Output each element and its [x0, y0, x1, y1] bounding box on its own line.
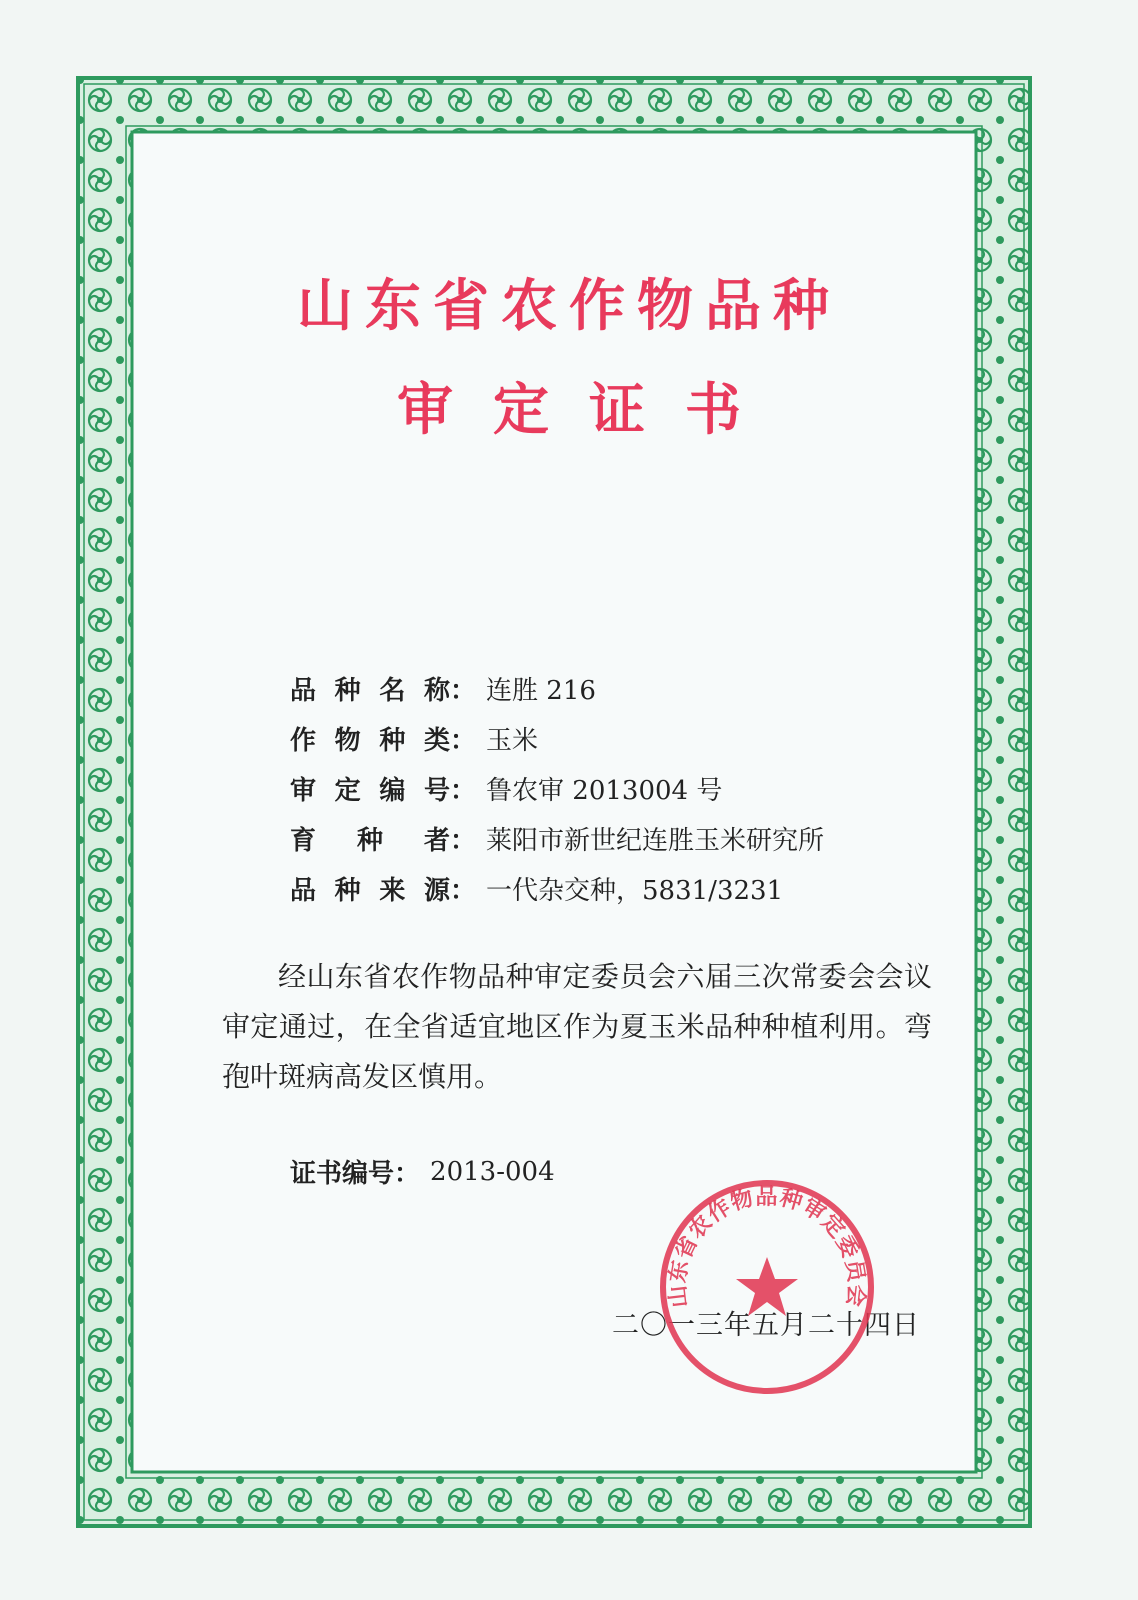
field-colon: ： — [450, 725, 477, 756]
certificate-title-line1: 山东省农作物品种 — [297, 274, 841, 339]
field-colon: ： — [450, 775, 477, 806]
field-colon: ： — [394, 1159, 421, 1189]
certificate-number-label: 证书编号 — [290, 1159, 395, 1189]
field-value: 连胜 216 — [486, 675, 596, 706]
seal-text: 山东省农作物品种审定委员会 — [665, 1184, 869, 1309]
field-row-variety-name — [290, 663, 824, 713]
certificate-title-line2: 审定证书 — [397, 378, 781, 443]
approval-statement: 经山东省农作物品种审定委员会六届三次常委会会议审定通过，在全省适宜地区作为夏玉米品种种植利用。弯孢叶斑病高发区慎用。 — [222, 960, 932, 1093]
field-label: 育 种 者 — [290, 825, 450, 856]
field-value: 玉米 — [486, 725, 539, 756]
field-row-variety-source — [290, 863, 824, 913]
official-seal-icon — [655, 1175, 879, 1399]
field-row-crop-type — [290, 713, 824, 763]
field-row-approval-number — [290, 763, 824, 813]
field-colon: ： — [450, 875, 477, 906]
field-colon: ： — [450, 825, 477, 856]
field-value: 莱阳市新世纪连胜玉米研究所 — [486, 825, 825, 856]
field-value: 一代杂交种，5831/3231 — [486, 875, 784, 906]
field-list — [290, 663, 824, 913]
field-colon: ： — [450, 675, 477, 706]
field-row-breeder — [290, 813, 824, 863]
issue-date: 二〇一三年五月二十四日 — [612, 1310, 920, 1341]
field-value: 鲁农审 2013004 号 — [486, 775, 723, 806]
field-label: 品种来源 — [290, 875, 450, 906]
field-label: 品种名称 — [290, 675, 450, 706]
certificate-number — [290, 1153, 555, 1190]
field-label: 作物种类 — [290, 725, 450, 756]
field-label: 审定编号 — [290, 775, 450, 806]
certificate-number-value: 2013-004 — [430, 1156, 555, 1187]
